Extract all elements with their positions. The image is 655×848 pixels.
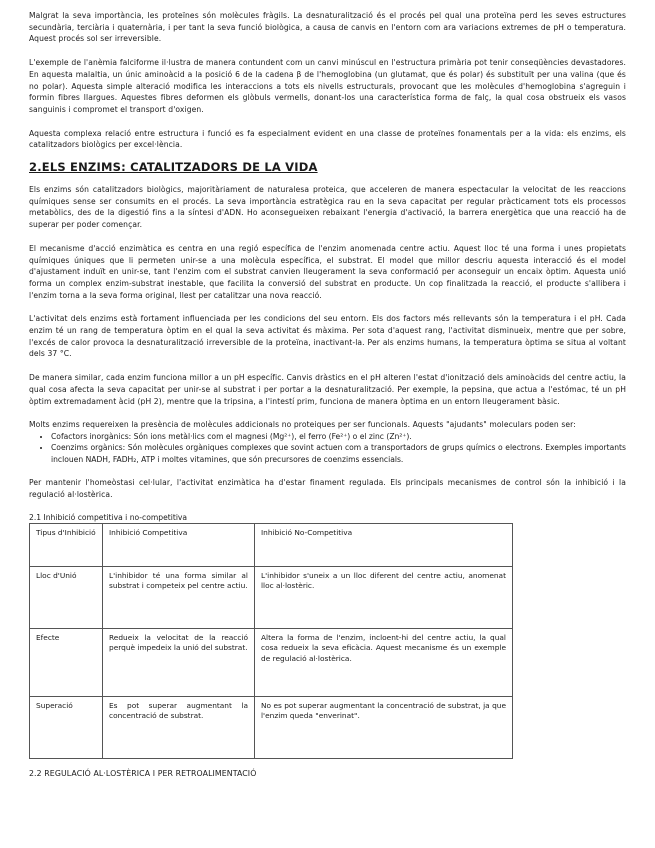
paragraph-structure-function: Aquesta complexa relació entre estructura i funció es fa especialment evident en una classe de proteïnes fonamentals per a la vida: els enzims, els catalitzadors biològics per excel·lència. [29,128,626,150]
paragraph-sickle-cell: L'exemple de l'anèmia falciforme il·lustra de manera contundent com un canvi minúscul en l'estructura primària pot tenir conseqüències devastadores. En aquesta malaltia, un únic aminoàcid a la posició 6 de la cadena β de l'hemoglobina (un glutamat, que és polar) és substituït per una valina (que és no polar). Aquesta simple alteració modifica les interaccions a tots els nivells estructurals, provocant que les molècules d'hemoglobina s'agreguin i formin fibres llargues. Aquestes fibres deformen els glòbuls vermells, donant-los una característica forma de falç, la qual cosa obstrueix els vasos sanguinis i compromet el transport d'oxigen. [29,58,626,114]
inhibition-table [29,523,513,759]
table-cell: L'inhibidor té una forma similar al substrat i competeix pel centre actiu. [103,566,255,628]
list-item: • Cofactors inorgànics: Són ions metàl·lics com el magnesi (Mg²⁺), el ferro (Fe²⁺) o el zinc (Zn²⁺). [51,431,626,442]
paragraph-regulation: Per mantenir l'homeòstasi cel·lular, l'activitat enzimàtica ha d'estar finament regulada. Els principals mecanismes de control són la inhibició i la regulació al·lostèrica. [29,478,626,499]
paragraph-ph: De manera similar, cada enzim funciona millor a un pH específic. Canvis dràstics en el pH alteren l'estat d'ionització dels aminoàcids del centre actiu, la qual cosa afecta la seva capacitat per unir-se al substrat i per portar a la desnaturalització. Per exemple, la pepsina, que actua a l'estómac, té un pH òptim extremadament àcid (pH 2), mentre que la tripsina, a l'intestí prim, funciona de manera òptima en un entorn lleugerament bàsic. [29,373,626,406]
section-heading-enzymes: 2.ELS ENZIMS: CATALITZADORS DE LA VIDA [29,160,318,175]
table-cell: No es pot superar augmentant la concentració de substrat, ja que l'enzim queda "enverinat". [255,696,513,758]
table-row [30,696,513,758]
paragraph-denaturation: Malgrat la seva importància, les proteïnes són molècules fràgils. La desnaturalització és el procés pel qual una proteïna perd les seves estructures secundària, terciària i quaternària, i per tant la seva funció biològica, a causa de canvis en l'entorn com ara variacions extremes de pH o temperatura. Aquest procés sol ser irreversible. [29,11,626,44]
table-cell: Altera la forma de l'enzim, incloent-hi del centre actiu, la qual cosa redueix la seva eficàcia. Aquest mecanisme és un exemple de regulació al·lostèrica. [255,628,513,696]
table-cell: Superació [30,696,103,758]
paragraph-temperature: L'activitat dels enzims està fortament influenciada per les condicions del seu entorn. Els dos factors més rellevants són la temperatura i el pH. Cada enzim té un rang de temperatura òptim en el qual la seva activitat és màxima. Per sota d'aquest rang, l'activitat disminueix, mentre que per sobre, l'excés de calor provoca la desnaturalització irreversible de la proteïna, inactivant-la. Per als enzims humans, la temperatura òptima se situa al voltant dels 37 °C. [29,314,626,359]
list-item: • Coenzims orgànics: Són molècules orgàniques complexes que sovint actuen com a transportadors de grups químics o electrons. Exemples importants inclouen NADH, FADH₂, ATP i moltes vitamines, que són precursores de coenzims essencials. [51,442,626,465]
subsection-title-allosteric: 2.2 REGULACIÓ AL·LOSTÈRICA I PER RETROALIMENTACIÓ [29,768,257,778]
table-cell: Redueix la velocitat de la reacció perquè impedeix la unió del substrat. [103,628,255,696]
table-cell: Lloc d'Unió [30,566,103,628]
table-row [30,628,513,696]
table-header-cell: Inhibició Competitiva [103,523,255,566]
table-row [30,566,513,628]
subsection-title-inhibition: 2.1 Inhibició competitiva i no-competitiva [29,512,188,522]
document-page [29,10,626,779]
paragraph-cofactors-intro: Molts enzims requereixen la presència de molècules addicionals no proteiques per ser funcionals. Aquests "ajudants" moleculars poden ser: [29,420,576,430]
table-cell: Es pot superar augmentant la concentració de substrat. [103,696,255,758]
table-header-row [30,523,513,566]
table-cell: Efecte [30,628,103,696]
cofactors-list [29,431,626,465]
table-cell: L'inhibidor s'uneix a un lloc diferent del centre actiu, anomenat lloc al·lostèric. [255,566,513,628]
paragraph-enzymes-intro: Els enzims són catalitzadors biològics, majoritàriament de naturalesa proteica, que acceleren de manera espectacular la velocitat de les reaccions químiques sense ser consumits en el procés. La seva importància estratègica rau en la seva capacitat per regular pràcticament tots els processos metabòlics, des de la digestió fins a la síntesi d'ADN. Ho aconsegueixen rebaixant l'energia d'activació, la barrera energètica que una reacció ha de superar per poder començar. [29,185,626,230]
table-header-cell: Tipus d'Inhibició [30,523,103,566]
table-header-cell: Inhibició No-Competitiva [255,523,513,566]
paragraph-mechanism: El mecanisme d'acció enzimàtica es centra en una regió específica de l'enzim anomenada centre actiu. Aquest lloc té una forma i unes propietats químiques úniques que li permeten unir-se a una molècula específica, el substrat. El model que millor descriu aquesta interacció és el model d'ajustament induït en unir-se, tant l'enzim com el substrat canvien lleugerament la seva conformació per aconseguir un encaix òptim. Aquesta unió forma un complex enzim-substrat inestable, que facilita la conversió del substrat en producte. Un cop finalitzada la reacció, el producte s'allibera i l'enzim torna a la seva forma original, llest per catalitzar una nova reacció. [29,243,626,300]
